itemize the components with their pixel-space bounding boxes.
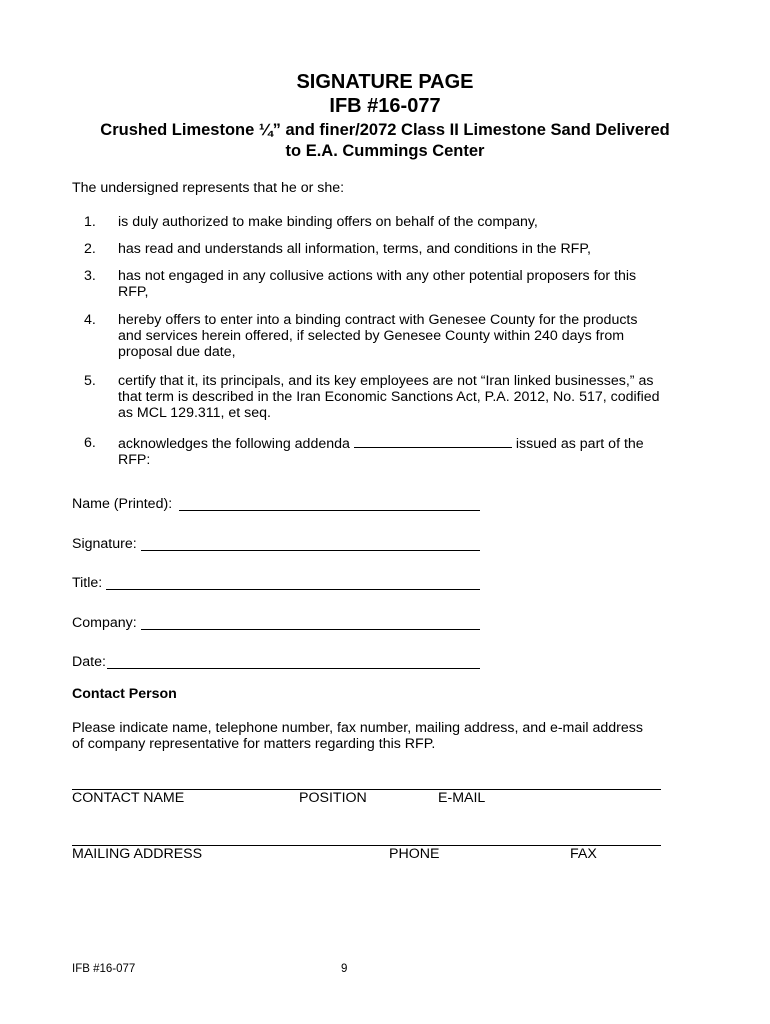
intro-statement: The undersigned represents that he or she: xyxy=(72,180,345,196)
item-text xyxy=(118,268,718,300)
position-label: POSITION xyxy=(299,790,367,806)
item-text xyxy=(118,312,718,360)
date-label: Date: xyxy=(72,654,106,670)
addenda-blank[interactable] xyxy=(354,435,512,448)
item-line: is duly authorized to make binding offers on behalf of the company, xyxy=(118,214,538,230)
item-line xyxy=(118,435,718,452)
instruction-line: Please indicate name, telephone number, fax number, mailing address, and e-mail address xyxy=(72,720,643,736)
company-label: Company: xyxy=(72,615,137,631)
ifb-number-heading: IFB #16-077 xyxy=(329,95,441,117)
item-line: proposal due date, xyxy=(118,344,236,360)
page-title: SIGNATURE PAGE xyxy=(296,71,474,93)
item-line: RFP: xyxy=(118,452,151,468)
subtitle-line-1: Crushed Limestone ¼” and finer/2072 Class II Limestone Sand Delivered xyxy=(100,121,670,139)
contact-name-label: CONTACT NAME xyxy=(72,790,185,806)
item-line: and services herein offered, if selected by Genesee County within 240 days from xyxy=(118,328,625,344)
contact-instructions xyxy=(72,720,712,752)
item-number: 3. xyxy=(84,268,96,284)
item-line: certify that it, its principals, and its key employees are not “Iran linked businesses,” as xyxy=(118,373,654,389)
contact-person-heading: Contact Person xyxy=(72,686,177,702)
instruction-line: of company representative for matters regarding this RFP. xyxy=(72,736,436,752)
item-line: RFP, xyxy=(118,284,149,300)
item-text xyxy=(118,373,718,421)
title-line[interactable] xyxy=(106,589,480,590)
signature-line[interactable] xyxy=(141,550,480,551)
footer-doc-id: IFB #16-077 xyxy=(72,963,136,975)
company-line[interactable] xyxy=(141,629,480,630)
item-number: 2. xyxy=(84,241,96,257)
subtitle-line-2: to E.A. Cummings Center xyxy=(285,142,485,160)
fax-label: FAX xyxy=(570,846,597,862)
item-number: 1. xyxy=(84,214,96,230)
item-line: has read and understands all information, terms, and conditions in the RFP, xyxy=(118,241,591,257)
item-line: hereby offers to enter into a binding contract with Genesee County for the products xyxy=(118,312,638,328)
project-subtitle xyxy=(40,120,730,162)
date-line[interactable] xyxy=(107,668,480,669)
addenda-suffix: issued as part of the xyxy=(515,436,644,452)
item-number: 4. xyxy=(84,312,96,328)
mailing-address-label: MAILING ADDRESS xyxy=(72,846,203,862)
item-text xyxy=(118,214,718,230)
item-text xyxy=(118,241,718,257)
item-number: 6. xyxy=(84,435,96,451)
addenda-text: acknowledges the following addenda xyxy=(118,436,350,452)
name-printed-line[interactable] xyxy=(179,510,480,511)
name-printed-label: Name (Printed): xyxy=(72,496,173,512)
signature-label: Signature: xyxy=(72,536,137,552)
page-number: 9 xyxy=(341,963,348,975)
item-text xyxy=(118,435,718,468)
item-number: 5. xyxy=(84,373,96,389)
phone-label: PHONE xyxy=(389,846,440,862)
item-line: that term is described in the Iran Economic Sanctions Act, P.A. 2012, No. 517, codified xyxy=(118,389,660,405)
item-line: as MCL 129.311, et seq. xyxy=(118,405,271,421)
item-line: has not engaged in any collusive actions with any other potential proposers for this xyxy=(118,268,637,284)
email-label: E-MAIL xyxy=(438,790,486,806)
title-label: Title: xyxy=(72,575,103,591)
